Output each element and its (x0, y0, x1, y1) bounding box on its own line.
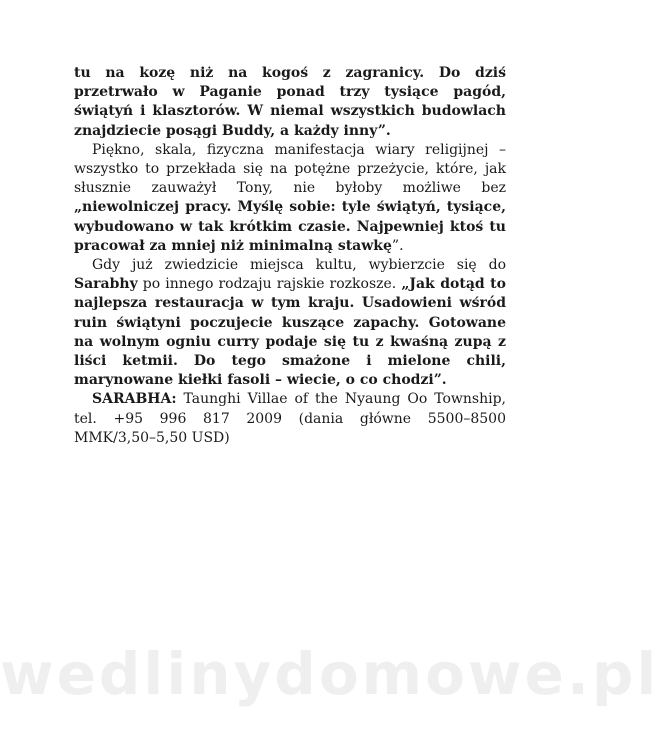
paragraph-3-quote: „Jak dotąd to najlepsza restauracja w tym kraju. Usadowieni wśród ruin świątyni poczujecie kuszące zapachy. Gotowane na wolnym ogniu curry podaje się tu z kwaśną zupą z liści ketmii. Do tego smażone i mielone chili, marynowane kiełki fasoli – wiecie, o co chodzi”. (74, 276, 506, 389)
restaurant-name: Sarabhy (74, 276, 138, 293)
paragraph-2-text: Piękno, skala, fizyczna manifestacja wiary religijnej – wszystko to przekłada się na potężne przeżycie, które, jak słusznie zauważył Tony, nie byłoby możliwe bez (74, 141, 506, 197)
page-text-body (74, 64, 506, 448)
address-details: Taunghi Villae of the Nyaung Oo Township, tel. +95 996 817 2009 (dania główne 5500–8500 MMK/3,50–5,50 USD) (74, 391, 506, 446)
paragraph-3 (74, 256, 506, 390)
paragraph-3-text: Gdy już zwiedzicie miejsca kultu, wybierzcie się do (92, 257, 506, 274)
paragraph-2-end: ”. (391, 237, 404, 254)
paragraph-2-quote: „niewolniczej pracy. Myślę sobie: tyle świątyń, tysiące, wybudowano w tak krótkim czasie. Najpewniej ktoś tu pracował za mniej niż minimalną stawkę (74, 199, 506, 254)
address-label: SARABHA: (92, 391, 177, 408)
watermark: wedlinydomowe.pl (0, 640, 659, 708)
paragraph-3-text-2: po innego rodzaju rajskie rozkosze. (137, 276, 402, 293)
paragraph-4 (74, 390, 506, 448)
paragraph-1 (74, 64, 506, 141)
paragraph-1-text: tu na kozę niż na kogoś z zagranicy. Do dziś przetrwało w Paganie ponad trzy tysiące pagód, świątyń i klasztorów. W niemal wszystkich budowlach znajdziecie posągi Buddy, a każdy inny”. (74, 65, 506, 139)
paragraph-2 (74, 141, 506, 256)
